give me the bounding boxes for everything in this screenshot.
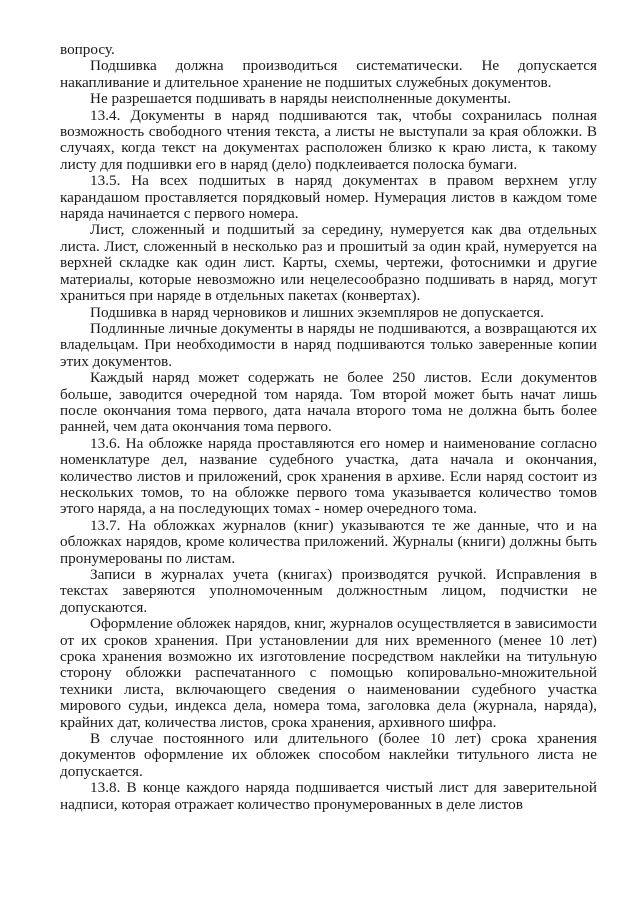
paragraph-drafts: Подшивка в наряд черновиков и лишних экземпляров не допускается. xyxy=(90,303,544,321)
paragraph-journal-records: Записи в журналах учета (книгах) производятся ручкой. Исправления в текстах заверяются уполномоченным должностным лицом, подчистки не допускаются. xyxy=(60,566,597,616)
paragraph-13-4: 13.4. Документы в наряд подшиваются так, чтобы сохранилась полная возможность свободного чтения текста, а листы не выступали за края обложки. В случаях, когда текст на документах расположен близко к краю листа, к такому листу для подшивки его в наряд (дело) подклеивается полоска бумаги. xyxy=(60,106,597,173)
paragraph-cover-design: Оформление обложек нарядов, книг, журналов осуществляется в зависимости от их сроков хранения. При установлении для них временного (менее 10 лет) срока хранения возможно их изготовление посредством наклейки на титульную сторону обложки распечатанного с помощью копировально-множительной техники листа, включающего сведения о наименовании судебного участка мирового судьи, индекса дела, номера тома, заголовка дела (журнала, наряда), крайних дат, количества листов, срока хранения, архивного шифра. xyxy=(60,615,597,731)
paragraph-unfulfilled-docs: Не разрешается подшивать в наряды неисполненные документы. xyxy=(90,90,512,108)
paragraph-permanent-storage: В случае постоянного или длительного (более 10 лет) срока хранения документов оформление их обложек способом наклейки титульного листа не допускается. xyxy=(60,730,597,780)
paragraph-250-sheets: Каждый наряд может содержать не более 250 листов. Если документов больше, заводится очередной том наряда. Том второй может быть начат лишь после окончания тома первого, дата начала второго тома не должна быть более ранней, чем дата окончания тома первого. xyxy=(60,369,597,436)
paragraph-13-8: 13.8. В конце каждого наряда подшивается чистый лист для заверительной надписи, которая отражает количество пронумерованных в деле листов xyxy=(60,779,597,813)
document-page xyxy=(60,42,597,813)
paragraph-13-5: 13.5. На всех подшитых в наряд документах в правом верхнем углу карандашом проставляется порядковый номер. Нумерация листов в каждом томе наряда начинается с первого номера. xyxy=(60,172,597,223)
paragraph-sheet-numbering: Лист, сложенный и подшитый за середину, нумеруется как два отдельных листа. Лист, сложенный в несколько раз и прошитый за один край, нумеруется на верхней складке как один лист. Карты, схемы, чертежи, фотоснимки и другие материалы, которые невозможно или нецелесообразно подшивать в наряд, могут храниться при наряде в отдельных пакетах (конвертах). xyxy=(60,221,597,305)
paragraph-binding-systematic: Подшивка должна производиться систематически. Не допускается накапливание и длительное хранение не подшитых служебных документов. xyxy=(60,57,597,91)
paragraph-13-6: 13.6. На обложке наряда проставляются его номер и наименование согласно номенклатуре дел, название судебного участка, дата начала и окончания, количество листов и приложений, срок хранения в архиве. Если наряд состоит из нескольких томов, то на обложке первого тома указывается количество томов этого наряда, а на последующих томах - номер очередного тома. xyxy=(60,434,597,518)
paragraph-personal-docs: Подлинные личные документы в наряды не подшиваются, а возвращаются их владельцам. При необходимости в наряд подшиваются только заверенные копии этих документов. xyxy=(60,319,597,370)
paragraph-13-7: 13.7. На обложках журналов (книг) указываются те же данные, что и на обложках нарядов, кроме количества приложений. Журналы (книги) должны быть пронумерованы по листам. xyxy=(60,516,597,567)
paragraph-continuation: вопросу. xyxy=(60,41,115,58)
